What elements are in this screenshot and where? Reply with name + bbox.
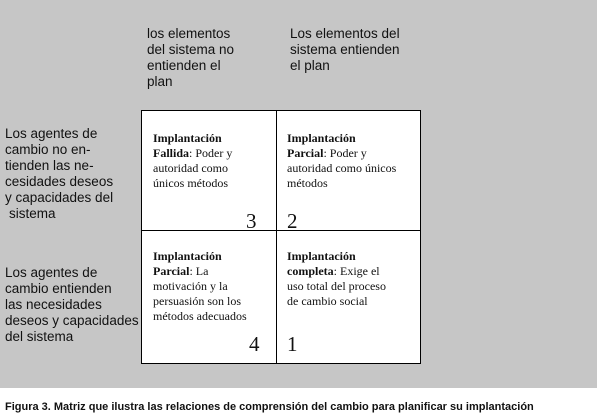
cell-text-line: métodos bbox=[287, 176, 328, 190]
row-header-line: cesidades deseos bbox=[5, 174, 114, 189]
matrix-horizontal-divider bbox=[142, 230, 420, 231]
cell-title-line: Fallida: Poder y bbox=[153, 146, 233, 160]
column-header-line: sistema entienden bbox=[290, 42, 400, 57]
cell-title-line: Implantación bbox=[287, 131, 356, 145]
cell-text-line: uso total del proceso bbox=[287, 279, 386, 293]
column-header-line: Los elementos del bbox=[290, 26, 400, 41]
cell-text-line: autoridad como bbox=[153, 161, 228, 175]
row-header-line: tienden las ne- bbox=[5, 158, 94, 173]
row-header-line: sistema bbox=[9, 206, 56, 221]
column-header-line: entienden el bbox=[147, 58, 221, 73]
cell-title-line: Implantación bbox=[153, 131, 222, 145]
row-header-line: deseos y capacidades bbox=[5, 313, 139, 328]
cell-text-line: persuasión son los bbox=[153, 294, 241, 308]
cell-complete-implementation bbox=[287, 249, 419, 309]
cell-title-line: Implantación bbox=[287, 249, 356, 263]
cell-text: : Poder y bbox=[189, 146, 233, 160]
cell-title-line: Implantación bbox=[153, 249, 222, 263]
column-header-line: plan bbox=[147, 74, 173, 89]
row-header-line: y capacidades del bbox=[5, 190, 114, 205]
column-header-line: los elementos bbox=[147, 26, 231, 41]
cell-partial-implementation-persuasion bbox=[153, 249, 275, 324]
matrix-grid bbox=[141, 110, 421, 364]
cell-text: : La bbox=[189, 264, 209, 278]
cell-title-line: completa: Exige el bbox=[287, 264, 380, 278]
column-header-line: el plan bbox=[290, 58, 330, 73]
cell-text-line: autoridad como únicos bbox=[287, 161, 397, 175]
row-header-understand bbox=[5, 265, 139, 345]
row-header-line: del sistema bbox=[5, 329, 74, 344]
cell-text-line: de cambio social bbox=[287, 294, 368, 308]
cell-text-line: únicos métodos bbox=[153, 176, 228, 190]
figure-caption: Figura 3. Matriz que ilustra las relaciones de comprensión del cambio para planificar su implantación bbox=[5, 401, 534, 413]
column-header-not-understand bbox=[147, 26, 234, 90]
cell-number-4: 4 bbox=[249, 332, 260, 356]
cell-text: : Exige el bbox=[333, 264, 380, 278]
cell-text-line: motivación y la bbox=[153, 279, 228, 293]
row-header-line: Los agentes de bbox=[5, 126, 98, 141]
cell-title-line: Parcial: La bbox=[153, 264, 209, 278]
cell-number-2: 2 bbox=[287, 209, 298, 233]
cell-text: : Poder y bbox=[323, 146, 367, 160]
column-header-line: del sistema no bbox=[147, 42, 235, 57]
row-header-line: las necesidades bbox=[5, 297, 102, 312]
row-header-line: cambio entienden bbox=[5, 281, 112, 296]
row-header-not-understand bbox=[5, 126, 113, 222]
row-header-line: cambio no en- bbox=[5, 142, 91, 157]
row-header-line: Los agentes de bbox=[5, 265, 98, 280]
matrix-vertical-divider bbox=[276, 111, 277, 363]
cell-failed-implementation bbox=[153, 131, 271, 191]
column-header-understand bbox=[290, 26, 400, 74]
cell-text-line: métodos adecuados bbox=[153, 309, 247, 323]
cell-number-1: 1 bbox=[287, 332, 298, 356]
cell-number-3: 3 bbox=[246, 209, 257, 233]
cell-title-line: Parcial: Poder y bbox=[287, 146, 367, 160]
cell-partial-implementation-power bbox=[287, 131, 419, 191]
